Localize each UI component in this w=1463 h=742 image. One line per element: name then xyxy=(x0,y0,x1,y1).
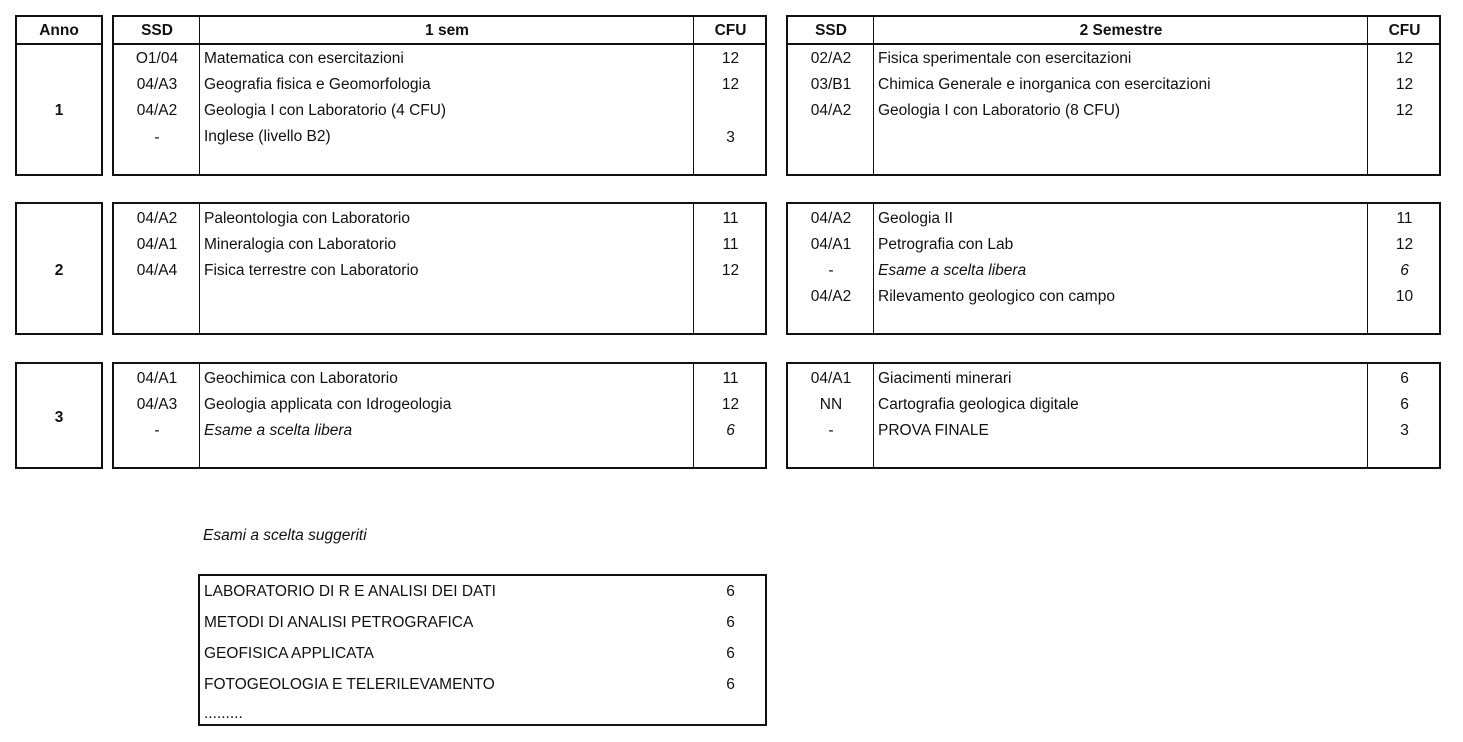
course-name: Cartografia geologica digitale xyxy=(878,396,1079,413)
course-ssd: 04/A2 xyxy=(810,102,852,119)
course-ssd: 04/A2 xyxy=(810,288,852,305)
course-ssd: - xyxy=(828,422,834,439)
year-1-anno xyxy=(15,43,103,176)
course-cfu: 12 xyxy=(721,396,740,413)
course-name: Esame a scelta libera xyxy=(878,262,1027,279)
course-cfu: 11 xyxy=(722,236,739,253)
course-name: Matematica con esercitazioni xyxy=(204,50,404,67)
course-ssd: 04/A3 xyxy=(136,76,178,93)
course-ssd: 02/A2 xyxy=(810,50,852,67)
course-cfu: 12 xyxy=(1395,102,1414,119)
header-sem2 xyxy=(786,15,1441,45)
year-2-sem2 xyxy=(786,202,1441,335)
course-name: Geografia fisica e Geomorfologia xyxy=(204,76,431,93)
course-ssd: O1/04 xyxy=(135,50,179,67)
suggested-item: LABORATORIO DI R E ANALISI DEI DATI xyxy=(204,583,496,600)
course-ssd: 04/A2 xyxy=(136,210,178,227)
course-cfu: 12 xyxy=(1395,236,1414,253)
course-name: Esame a scelta libera xyxy=(204,422,353,439)
course-name: Paleontologia con Laboratorio xyxy=(204,210,410,227)
suggested-cfu: 6 xyxy=(726,614,735,631)
year-3-sem1 xyxy=(112,362,767,469)
course-cfu: 6 xyxy=(726,422,735,439)
course-cfu: 12 xyxy=(1395,76,1414,93)
suggested-cfu: 6 xyxy=(726,645,735,662)
course-name: Geologia II xyxy=(878,210,953,227)
course-name: Geochimica con Laboratorio xyxy=(204,370,398,387)
year-3-label: 3 xyxy=(54,409,64,426)
course-name: Petrografia con Lab xyxy=(878,236,1014,253)
course-cfu: 6 xyxy=(1400,396,1409,413)
course-name: Mineralogia con Laboratorio xyxy=(204,236,397,253)
suggested-item: ......... xyxy=(204,705,243,722)
course-name: Rilevamento geologico con campo xyxy=(878,288,1115,305)
year-2-label: 2 xyxy=(54,262,64,279)
header-sem1-title: 1 sem xyxy=(425,22,469,39)
header-sem2-ssd: SSD xyxy=(815,22,847,39)
header-sem2-title: 2 Semestre xyxy=(1079,22,1163,39)
suggested-item: FOTOGEOLOGIA E TELERILEVAMENTO xyxy=(204,676,495,693)
course-cfu: 12 xyxy=(721,262,740,279)
course-cfu: 12 xyxy=(721,50,740,67)
course-cfu: 12 xyxy=(721,76,740,93)
course-name: Geologia applicata con Idrogeologia xyxy=(204,396,452,413)
suggested-item: GEOFISICA APPLICATA xyxy=(204,645,374,662)
year-3-anno xyxy=(15,362,103,469)
header-anno xyxy=(15,15,103,45)
course-cfu: 3 xyxy=(1400,422,1409,439)
course-cfu: 11 xyxy=(722,210,739,227)
course-cfu: 6 xyxy=(1400,370,1409,387)
course-ssd: NN xyxy=(819,396,843,413)
year-1-sem2 xyxy=(786,43,1441,176)
course-ssd: 04/A2 xyxy=(136,102,178,119)
year-2-anno xyxy=(15,202,103,335)
suggested-box xyxy=(198,574,767,726)
suggested-cfu: 6 xyxy=(726,583,735,600)
course-ssd: - xyxy=(828,262,834,279)
course-ssd: 04/A3 xyxy=(136,396,178,413)
course-name: Fisica terrestre con Laboratorio xyxy=(204,262,419,279)
header-sem1-cfu: CFU xyxy=(714,22,747,39)
course-cfu: 6 xyxy=(1400,262,1409,279)
header-sem1-ssd: SSD xyxy=(141,22,173,39)
course-ssd: 04/A1 xyxy=(136,370,178,387)
course-name: PROVA FINALE xyxy=(878,422,989,439)
year-1-sem1 xyxy=(112,43,767,176)
course-ssd: 04/A2 xyxy=(810,210,852,227)
course-name: Inglese (livello B2) xyxy=(204,128,331,145)
course-ssd: 04/A1 xyxy=(136,236,178,253)
course-cfu: 12 xyxy=(1395,50,1414,67)
course-ssd: - xyxy=(154,129,160,146)
course-name: Geologia I con Laboratorio (8 CFU) xyxy=(878,102,1121,119)
year-2-sem1 xyxy=(112,202,767,335)
course-name: Giacimenti minerari xyxy=(878,370,1012,387)
year-1-label: 1 xyxy=(54,102,64,119)
header-sem2-cfu: CFU xyxy=(1388,22,1421,39)
course-cfu: 11 xyxy=(722,370,739,387)
suggested-cfu: 6 xyxy=(726,676,735,693)
course-ssd: 03/B1 xyxy=(810,76,852,93)
course-name: Fisica sperimentale con esercitazioni xyxy=(878,50,1132,67)
course-cfu: 10 xyxy=(1395,288,1414,305)
course-ssd: 04/A4 xyxy=(136,262,178,279)
course-cfu xyxy=(694,98,767,124)
header-anno-label: Anno xyxy=(39,22,79,39)
course-ssd: - xyxy=(154,422,160,439)
suggested-item: METODI DI ANALISI PETROGRAFICA xyxy=(204,614,474,631)
course-ssd: 04/A1 xyxy=(810,236,852,253)
course-name: Geologia I con Laboratorio (4 CFU) xyxy=(204,102,447,119)
suggested-caption: Esami a scelta suggeriti xyxy=(203,527,367,544)
header-sem1 xyxy=(112,15,767,45)
course-cfu: 11 xyxy=(1396,210,1413,227)
year-3-sem2 xyxy=(786,362,1441,469)
course-cfu: 3 xyxy=(726,129,735,146)
course-ssd: 04/A1 xyxy=(810,370,852,387)
course-name: Chimica Generale e inorganica con esercitazioni xyxy=(878,76,1211,93)
